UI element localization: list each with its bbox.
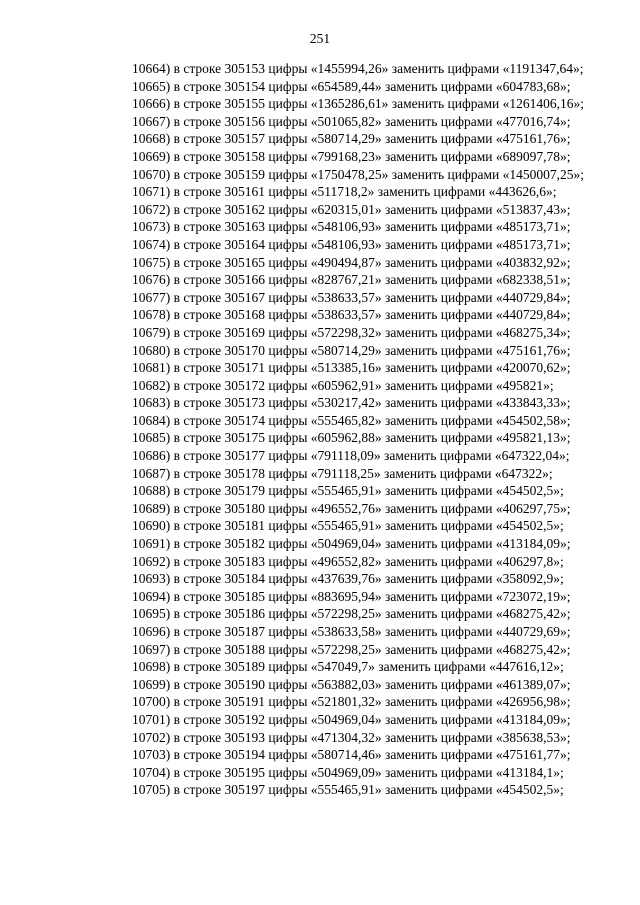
list-item: 10705) в строке 305197 цифры «555465,91» заменить цифрами «454502,5»; <box>132 782 564 798</box>
list-item: 10670) в строке 305159 цифры «1750478,25» заменить цифрами «1450007,25»; <box>132 166 584 182</box>
list-item: 10690) в строке 305181 цифры «555465,91» заменить цифрами «454502,5»; <box>132 518 564 534</box>
list-item: 10702) в строке 305193 цифры «471304,32» заменить цифрами «385638,53»; <box>132 729 571 745</box>
list-item: 10673) в строке 305163 цифры «548106,93» заменить цифрами «485173,71»; <box>132 219 571 235</box>
list-item: 10695) в строке 305186 цифры «572298,25» заменить цифрами «468275,42»; <box>132 606 571 622</box>
list-item: 10680) в строке 305170 цифры «580714,29» заменить цифрами «475161,76»; <box>132 342 571 358</box>
list-item: 10703) в строке 305194 цифры «580714,46» заменить цифрами «475161,77»; <box>132 747 571 763</box>
list-item: 10693) в строке 305184 цифры «437639,76» заменить цифрами «358092,9»; <box>132 571 564 587</box>
list-item: 10700) в строке 305191 цифры «521801,32» заменить цифрами «426956,98»; <box>132 694 571 710</box>
list-item: 10671) в строке 305161 цифры «511718,2» заменить цифрами «443626,6»; <box>132 184 557 200</box>
list-item: 10696) в строке 305187 цифры «538633,58» заменить цифрами «440729,69»; <box>132 624 571 639</box>
list-item: 10682) в строке 305172 цифры «605962,91» заменить цифрами «495821»; <box>132 377 554 393</box>
list-item: 10674) в строке 305164 цифры «548106,93» заменить цифрами «485173,71»; <box>132 236 571 252</box>
list-item: 10681) в строке 305171 цифры «513385,16» заменить цифрами «420070,62»; <box>132 360 571 376</box>
list-item: 10677) в строке 305167 цифры «538633,57» заменить цифрами «440729,84»; <box>132 289 571 305</box>
list-item: 10684) в строке 305174 цифры «555465,82» заменить цифрами «454502,58»; <box>132 412 571 428</box>
list-item: 10691) в строке 305182 цифры «504969,04» заменить цифрами «413184,09»; <box>132 536 571 552</box>
list-item: 10683) в строке 305173 цифры «530217,42» заменить цифрами «433843,33»; <box>132 395 571 411</box>
list-item: 10678) в строке 305168 цифры «538633,57» заменить цифрами «440729,84»; <box>132 307 571 323</box>
list-item: 10668) в строке 305157 цифры «580714,29» заменить цифрами «475161,76»; <box>132 131 571 147</box>
list-item: 10687) в строке 305178 цифры «791118,25» заменить цифрами «647322»; <box>132 465 553 481</box>
list-item: 10665) в строке 305154 цифры «654589,44» заменить цифрами «604783,68»; <box>132 78 571 94</box>
list-item: 10694) в строке 305185 цифры «883695,94» заменить цифрами «723072,19»; <box>132 588 571 604</box>
list-item: 10672) в строке 305162 цифры «620315,01» заменить цифрами «513837,43»; <box>132 201 571 217</box>
list-item: 10686) в строке 305177 цифры «791118,09» заменить цифрами «647322,04»; <box>132 448 570 464</box>
list-item: 10675) в строке 305165 цифры «490494,87» заменить цифрами «403832,92»; <box>132 254 571 270</box>
list-item: 10666) в строке 305155 цифры «1365286,61» заменить цифрами «1261406,16»; <box>132 96 584 112</box>
list-item: 10664) в строке 305153 цифры «1455994,26» заменить цифрами «1191347,64»; <box>132 61 584 76</box>
list-item: 10698) в строке 305189 цифры «547049,7» заменить цифрами «447616,12»; <box>132 659 564 675</box>
list-item: 10699) в строке 305190 цифры «563882,03» заменить цифрами «461389,07»; <box>132 676 571 692</box>
list-item: 10704) в строке 305195 цифры «504969,09» заменить цифрами «413184,1»; <box>132 764 564 780</box>
list-item: 10692) в строке 305183 цифры «496552,82» заменить цифрами «406297,8»; <box>132 553 564 569</box>
list-item: 10689) в строке 305180 цифры «496552,76» заменить цифрами «406297,75»; <box>132 500 571 516</box>
list-item: 10688) в строке 305179 цифры «555465,91» заменить цифрами «454502,5»; <box>132 483 564 499</box>
amendments-list <box>92 60 603 799</box>
list-item: 10701) в строке 305192 цифры «504969,04» заменить цифрами «413184,09»; <box>132 711 571 727</box>
list-item: 10667) в строке 305156 цифры «501065,82» заменить цифрами «477016,74»; <box>132 113 571 129</box>
list-item: 10697) в строке 305188 цифры «572298,25» заменить цифрами «468275,42»; <box>132 641 571 657</box>
list-item: 10676) в строке 305166 цифры «828767,21» заменить цифрами «682338,51»; <box>132 272 571 288</box>
list-item: 10669) в строке 305158 цифры «799168,23» заменить цифрами «689097,78»; <box>132 148 571 164</box>
page-number: 251 <box>309 31 331 46</box>
list-item: 10685) в строке 305175 цифры «605962,88» заменить цифрами «495821,13»; <box>132 430 571 446</box>
list-item: 10679) в строке 305169 цифры «572298,32» заменить цифрами «468275,34»; <box>132 324 571 340</box>
